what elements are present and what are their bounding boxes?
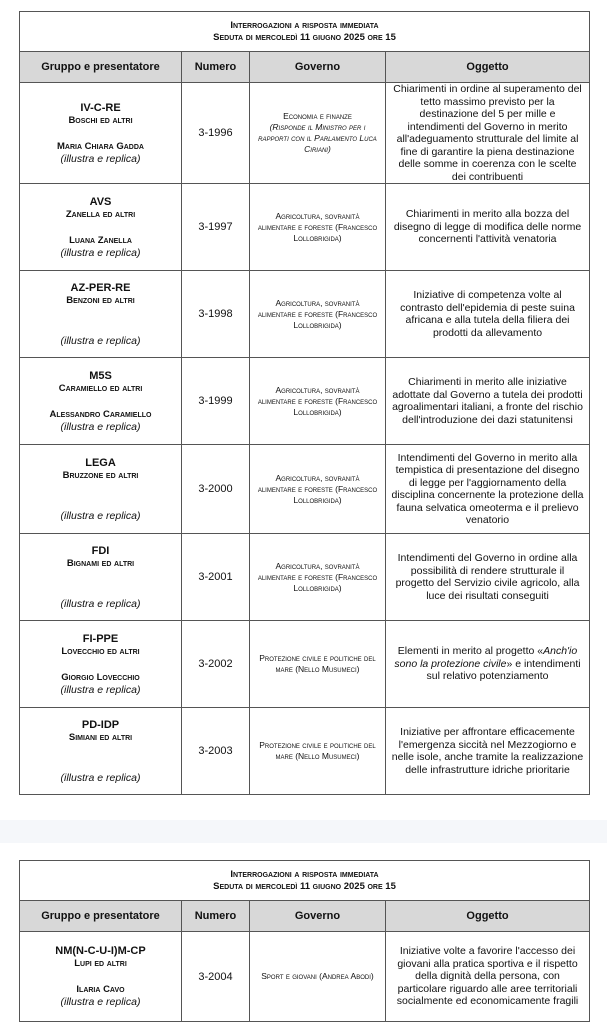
oggetto-project-title: Anch'io sono la protezione civile bbox=[394, 645, 578, 670]
column-header-row bbox=[20, 901, 590, 932]
cell-oggetto bbox=[386, 932, 590, 1022]
group-name: M5S bbox=[89, 369, 112, 382]
table-row bbox=[20, 534, 590, 621]
governo-text: Agricoltura, sovranità alimentare e foreste (Francesco Lollobrigida) bbox=[257, 210, 378, 243]
first-signatory: Zanella ed altri bbox=[65, 208, 136, 220]
oggetto-text: Chiarimenti in merito alle iniziative adottate dal Governo a tutela dei prodotti agroalimentari italiani, a fronte del rischio dell'introduzione dei dazi statunitensi bbox=[392, 376, 583, 426]
table-title bbox=[20, 12, 590, 52]
governo-text: Protezione civile e politiche del mare (Nello Musumeci) bbox=[259, 740, 376, 761]
table-body bbox=[20, 932, 590, 1022]
cell-numero: 3-1997 bbox=[182, 184, 250, 271]
cell-numero: 3-1999 bbox=[182, 358, 250, 445]
table-title bbox=[20, 861, 590, 901]
column-header-row bbox=[20, 52, 590, 83]
group-name: FDI bbox=[91, 544, 110, 557]
cell-governo bbox=[250, 621, 386, 708]
table-title-row bbox=[20, 12, 590, 52]
first-signatory: Benzoni ed altri bbox=[66, 294, 135, 306]
cell-governo bbox=[250, 83, 386, 184]
table-row bbox=[20, 271, 590, 358]
column-header-gruppo: Gruppo e presentatore bbox=[20, 52, 182, 83]
oggetto-text: Iniziative di competenza volte al contrasto dell'epidemia di peste suina africana e alla tutela della filiera dei prodotti da allevamento bbox=[400, 289, 575, 339]
cell-gruppo bbox=[20, 534, 182, 621]
cell-numero: 3-2002 bbox=[182, 621, 250, 708]
cell-oggetto bbox=[386, 83, 590, 184]
first-signatory: Lovecchio ed altri bbox=[61, 645, 140, 657]
cell-oggetto bbox=[386, 534, 590, 621]
column-header-numero: Numero bbox=[182, 52, 250, 83]
first-signatory: Bruzzone ed altri bbox=[62, 469, 139, 481]
oggetto-text-end: » e intendimenti sul relativo potenziamento bbox=[426, 657, 581, 683]
cell-numero: 3-2003 bbox=[182, 708, 250, 795]
cell-gruppo bbox=[20, 708, 182, 795]
cell-gruppo bbox=[20, 621, 182, 708]
column-header-governo: Governo bbox=[250, 52, 386, 83]
cell-oggetto bbox=[386, 184, 590, 271]
presenter-note: (illustra e replica) bbox=[60, 334, 141, 347]
table-row bbox=[20, 621, 590, 708]
group-name: AVS bbox=[89, 195, 112, 208]
cell-numero: 3-1996 bbox=[182, 83, 250, 184]
oggetto-text: Intendimenti del Governo in merito alla tempistica di presentazione del disegno di legge per l'aggiornamento della disciplina concernente la protezione della fauna selvatica omeoterma e il prelievo venatorio bbox=[391, 451, 584, 526]
first-signatory: Caramiello ed altri bbox=[58, 382, 143, 394]
table-row bbox=[20, 932, 590, 1022]
governo-text: Agricoltura, sovranità alimentare e foreste (Francesco Lollobrigida) bbox=[257, 560, 378, 593]
group-name: FI-PPE bbox=[82, 632, 119, 645]
column-header-oggetto: Oggetto bbox=[386, 52, 590, 83]
cell-gruppo bbox=[20, 932, 182, 1022]
cell-governo bbox=[250, 184, 386, 271]
table-title-row bbox=[20, 861, 590, 901]
governo-text: Economia e finanze bbox=[283, 111, 352, 121]
oggetto-text: Iniziative per affrontare efficacemente l'emergenza siccità nel Mezzogiorno e nelle isole, anche tramite la realizzazione delle infrastrutture idriche prioritarie bbox=[391, 726, 584, 776]
cell-governo bbox=[250, 445, 386, 534]
oggetto-text: Intendimenti del Governo in ordine alla possibilità di rendere strutturale il progetto del Servizio civile agricolo, alla luce dei risultati conseguiti bbox=[395, 552, 580, 602]
document-page-2 bbox=[0, 843, 607, 1024]
table-row bbox=[20, 358, 590, 445]
governo-responder: (Risponde il Ministro per i rapporti con il Parlamento Luca Ciriani) bbox=[258, 122, 377, 154]
cell-gruppo bbox=[20, 83, 182, 184]
first-signatory: Lupi ed altri bbox=[74, 958, 127, 969]
oggetto-text: Iniziative volte a favorire l'accesso dei giovani alla pratica sportiva e il rispetto della dignità della persona, con particolare riguardo alle aree territoriali socialmente ed economicamente fragili bbox=[396, 945, 579, 1008]
table-row bbox=[20, 83, 590, 184]
interrogazioni-table bbox=[19, 11, 590, 795]
title-line-1: Interrogazioni a risposta immediata bbox=[230, 868, 379, 880]
group-name: LEGA bbox=[85, 456, 116, 469]
first-signatory: Bignami ed altri bbox=[66, 557, 135, 569]
cell-numero: 3-2004 bbox=[182, 932, 250, 1022]
cell-gruppo bbox=[20, 184, 182, 271]
cell-gruppo bbox=[20, 271, 182, 358]
presenter: Luana Zanella bbox=[69, 234, 132, 246]
oggetto-text: Chiarimenti in ordine al superamento del tetto massimo previsto per la destinazione del 5 per mille e intendimenti del Governo in merito all'adeguamento strutturale del limite al fine di garantire la piena destinazione delle somme in coerenza con le scelte dei contribuenti bbox=[393, 83, 582, 183]
first-signatory: Boschi ed altri bbox=[68, 114, 133, 126]
presenter-note: (illustra e replica) bbox=[60, 509, 141, 522]
group-name: PD-IDP bbox=[81, 718, 120, 731]
oggetto-text: Elementi in merito al progetto « bbox=[397, 645, 544, 658]
presenter-note: (illustra e replica) bbox=[60, 152, 141, 165]
cell-governo bbox=[250, 271, 386, 358]
group-name: NM(N-C-U-I)M-CP bbox=[55, 945, 146, 957]
cell-governo bbox=[250, 358, 386, 445]
table-body bbox=[20, 83, 590, 795]
cell-oggetto bbox=[386, 621, 590, 708]
cell-oggetto bbox=[386, 358, 590, 445]
table-row bbox=[20, 708, 590, 795]
cell-oggetto bbox=[386, 271, 590, 358]
presenter: Ilaria Cavo bbox=[76, 984, 125, 995]
presenter-note: (illustra e replica) bbox=[60, 771, 141, 784]
presenter-note: (illustra e replica) bbox=[60, 597, 141, 610]
cell-numero: 3-2000 bbox=[182, 445, 250, 534]
cell-numero: 3-1998 bbox=[182, 271, 250, 358]
presenter-note: (illustra e replica) bbox=[60, 683, 141, 696]
cell-numero: 3-2001 bbox=[182, 534, 250, 621]
governo-text: Agricoltura, sovranità alimentare e foreste (Francesco Lollobrigida) bbox=[257, 472, 378, 505]
first-signatory: Simiani ed altri bbox=[68, 731, 133, 743]
column-header-oggetto: Oggetto bbox=[386, 901, 590, 932]
governo-text: Agricoltura, sovranità alimentare e foreste (Francesco Lollobrigida) bbox=[257, 297, 378, 330]
table-row bbox=[20, 445, 590, 534]
column-header-gruppo: Gruppo e presentatore bbox=[20, 901, 182, 932]
cell-governo bbox=[250, 708, 386, 795]
cell-oggetto bbox=[386, 445, 590, 534]
cell-oggetto bbox=[386, 708, 590, 795]
presenter-note: (illustra e replica) bbox=[60, 996, 141, 1008]
cell-gruppo bbox=[20, 358, 182, 445]
title-line-2: Seduta di mercoledì 11 giugno 2025 ore 15 bbox=[213, 31, 396, 43]
cell-governo bbox=[250, 932, 386, 1022]
governo-text: Protezione civile e politiche del mare (Nello Musumeci) bbox=[259, 653, 376, 674]
presenter-note: (illustra e replica) bbox=[60, 246, 141, 259]
presenter: Alessandro Caramiello bbox=[49, 408, 152, 420]
column-header-numero: Numero bbox=[182, 901, 250, 932]
governo-text: Agricoltura, sovranità alimentare e foreste (Francesco Lollobrigida) bbox=[257, 384, 378, 417]
cell-governo bbox=[250, 534, 386, 621]
governo-text: Sport e giovani (Andrea Abodi) bbox=[261, 971, 374, 981]
presenter-note: (illustra e replica) bbox=[60, 420, 141, 433]
presenter: Giorgio Lovecchio bbox=[61, 671, 140, 683]
table-row bbox=[20, 184, 590, 271]
title-line-2: Seduta di mercoledì 11 giugno 2025 ore 15 bbox=[213, 880, 396, 892]
cell-gruppo bbox=[20, 445, 182, 534]
interrogazioni-table-continued bbox=[19, 860, 590, 1022]
group-name: AZ-PER-RE bbox=[70, 281, 131, 294]
presenter: Maria Chiara Gadda bbox=[57, 140, 144, 152]
column-header-governo: Governo bbox=[250, 901, 386, 932]
group-name: IV-C-RE bbox=[80, 101, 121, 114]
title-line-1: Interrogazioni a risposta immediata bbox=[230, 19, 379, 31]
oggetto-text: Chiarimenti in merito alla bozza del disegno di legge di modifica delle norme concernenti l'attività venatoria bbox=[393, 208, 582, 246]
